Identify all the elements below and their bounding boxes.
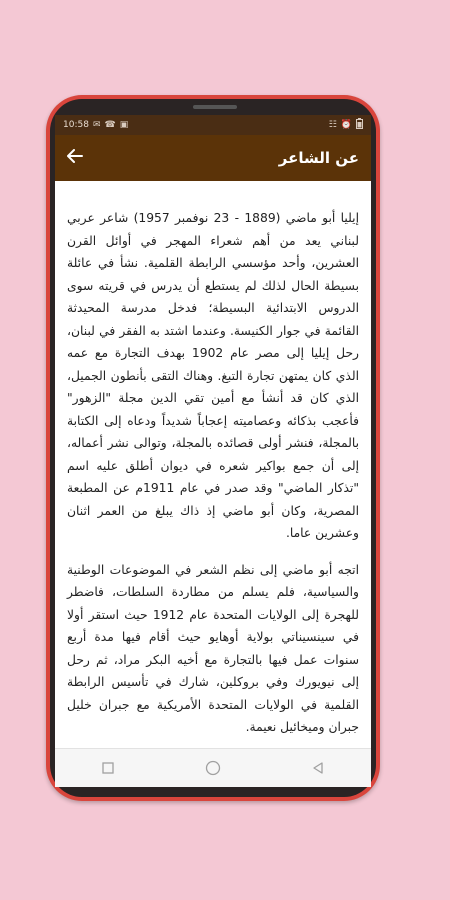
system-nav-bar (55, 748, 371, 787)
recent-apps-icon[interactable] (96, 756, 120, 780)
phone-screen (55, 115, 371, 787)
app-bar (55, 135, 371, 181)
speaker-grille (193, 105, 237, 109)
home-icon[interactable] (201, 756, 225, 780)
status-right (329, 118, 363, 132)
article-body[interactable] (55, 181, 371, 749)
back-triangle-icon[interactable] (306, 756, 330, 780)
wifi-call-icon: ☎ (104, 120, 116, 130)
page-title: عن الشاعر (278, 149, 359, 167)
vibrate-icon: ☷ (328, 120, 337, 130)
alarm-icon: ⏰ (340, 120, 352, 130)
status-bar (55, 115, 371, 135)
cast-icon: ▣ (119, 120, 129, 130)
arrow-back-icon[interactable] (67, 149, 83, 167)
article-paragraph-1: إيليا أبو ماضي (1889 - 23 نوفمبر 1957) شاعر عربي لبناني يعد من أهم شعراء المهجر في أوائل القرن العشرين، وأحد مؤسسي الرابطة القلمية. نشأ في عائلة بسيطة الحال لذلك لم يستطع أن يدرس في قريته سوى الدروس الابتدائية البسيطة؛ فدخل مدرسة المحيدثة القائمة في جوار الكنيسة. وعندما اشتد به الفقر في لبنان، رحل إيليا إلى مصر عام 1902 بهدف التجارة مع عمه الذي كان يمتهن تجارة التبغ. وهناك التقى بأنطون الجميل، الذي كان قد أنشأ مع أمين تقي الدين مجلة "الزهور" فأعجب بذكائه وعصاميته إعجاباً شديداً ودعاه إلى الكتابة بالمجلة، فنشر أولى قصائده بالمجلة، وتوالى نشر أعماله، إلى أن جمع بواكير شعره في ديوان أطلق عليه اسم "تذكار الماضي" وقد صدر في عام 1911م عن المطبعة المصرية، وكان أبو ماضي إذ ذاك يبلغ من العمر اثنان وعشرين عاما. (67, 211, 359, 540)
status-time: 10:58 (63, 120, 89, 130)
battery-icon (356, 118, 363, 132)
article-paragraph-2: اتجه أبو ماضي إلى نظم الشعر في الموضوعات الوطنية والسياسية، فلم يسلم من مطاردة السلطات، فاضطر للهجرة إلى الولايات المتحدة عام 1912 حيث استقر أولا في سينسيناتي بولاية أوهايو حيث أقام فيها مدة أربع سنوات عمل فيها بالتجارة مع أخيه البكر مراد، ثم رحل إلى نيويورك وفي بروكلين، شارك في تأسيس الرابطة القلمية في الولايات المتحدة الأمريكية مع جبران خليل جبران وميخائيل نعيمة. (67, 562, 359, 734)
status-left (63, 120, 128, 130)
message-icon: ✉ (92, 120, 101, 130)
